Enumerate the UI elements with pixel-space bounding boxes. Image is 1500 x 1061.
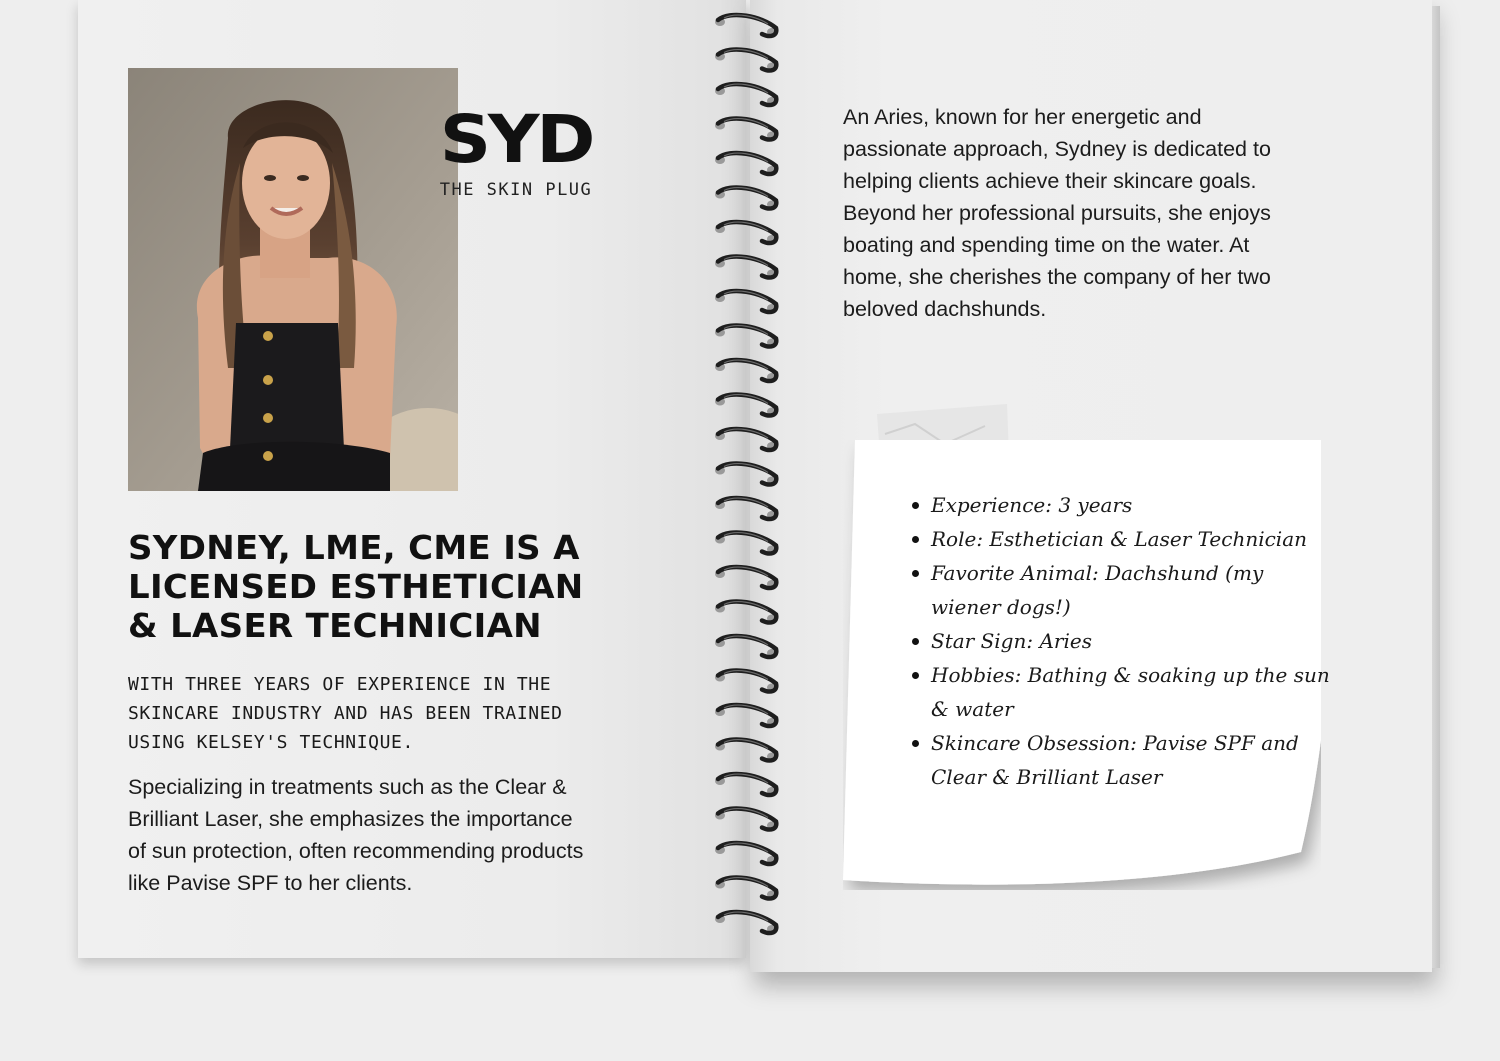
bio-headline: SYDNEY, LME, CME IS A LICENSED ESTHETICIAN & LASER TECHNICIAN [128, 528, 584, 645]
fact-item-hobbies: Hobbies: Bathing & soaking up the sun & water [931, 658, 1331, 726]
fact-item-role: Role: Esthetician & Laser Technician [931, 522, 1331, 556]
spiral-coil [715, 49, 777, 70]
sticky-note [843, 440, 1330, 890]
bio-personal-text: An Aries, known for her energetic and passionate approach, Sydney is dedicated to helping clients achieve their skincare goals. Beyond her professional pursuits, she enjoys boating and spending time on the water. At home, she cherishes the company of her two beloved dachshunds. [843, 105, 1271, 321]
spiral-binding [700, 0, 800, 1000]
fact-list [888, 488, 1331, 794]
bio-subheading: WITH THREE YEARS OF EXPERIENCE IN THE SKINCARE INDUSTRY AND HAS BEEN TRAINED USING KELSEY'S TECHNIQUE. [128, 674, 563, 753]
logo-tagline: THE SKIN PLUG [439, 180, 593, 200]
spiral-coil [715, 843, 777, 864]
spiral-coil [715, 153, 777, 174]
spiral-coil [715, 118, 777, 139]
spiral-coil [715, 567, 777, 588]
fact-item-favorite-animal: Favorite Animal: Dachshund (my wiener dogs!) [931, 556, 1331, 624]
bio-specialization-text: Specializing in treatments such as the Clear & Brilliant Laser, she emphasizes the importance of sun protection, often recommending products like Pavise SPF to her clients. [128, 775, 584, 895]
spiral-coil [715, 394, 777, 415]
brand-logo [424, 100, 608, 200]
spiral-coil [715, 670, 777, 691]
spiral-coil [715, 360, 777, 381]
spiral-coil [715, 187, 777, 208]
spiral-coil [715, 291, 777, 312]
spiral-coil [715, 636, 777, 657]
spiral-coil [715, 498, 777, 519]
fact-item-skincare-obsession: Skincare Obsession: Pavise SPF and Clear & Brilliant Laser [931, 726, 1331, 794]
spiral-coil [715, 808, 777, 829]
spiral-coil [715, 912, 777, 933]
spiral-coil [715, 739, 777, 760]
spiral-coil [715, 15, 777, 36]
spiral-coil [715, 601, 777, 622]
spiral-coil [715, 325, 777, 346]
spiral-coil [715, 877, 777, 898]
spiral-coil [715, 463, 777, 484]
spiral-coil [715, 532, 777, 553]
spiral-coil [715, 222, 777, 243]
portrait-photo [128, 68, 458, 491]
fact-item-star-sign: Star Sign: Aries [931, 624, 1331, 658]
spiral-coil [715, 429, 777, 450]
fact-item-experience: Experience: 3 years [931, 488, 1331, 522]
logo-wordmark: SYD [439, 101, 593, 178]
spiral-coil [715, 774, 777, 795]
spiral-coil [715, 705, 777, 726]
spiral-coil [715, 84, 777, 105]
spiral-coil [715, 256, 777, 277]
